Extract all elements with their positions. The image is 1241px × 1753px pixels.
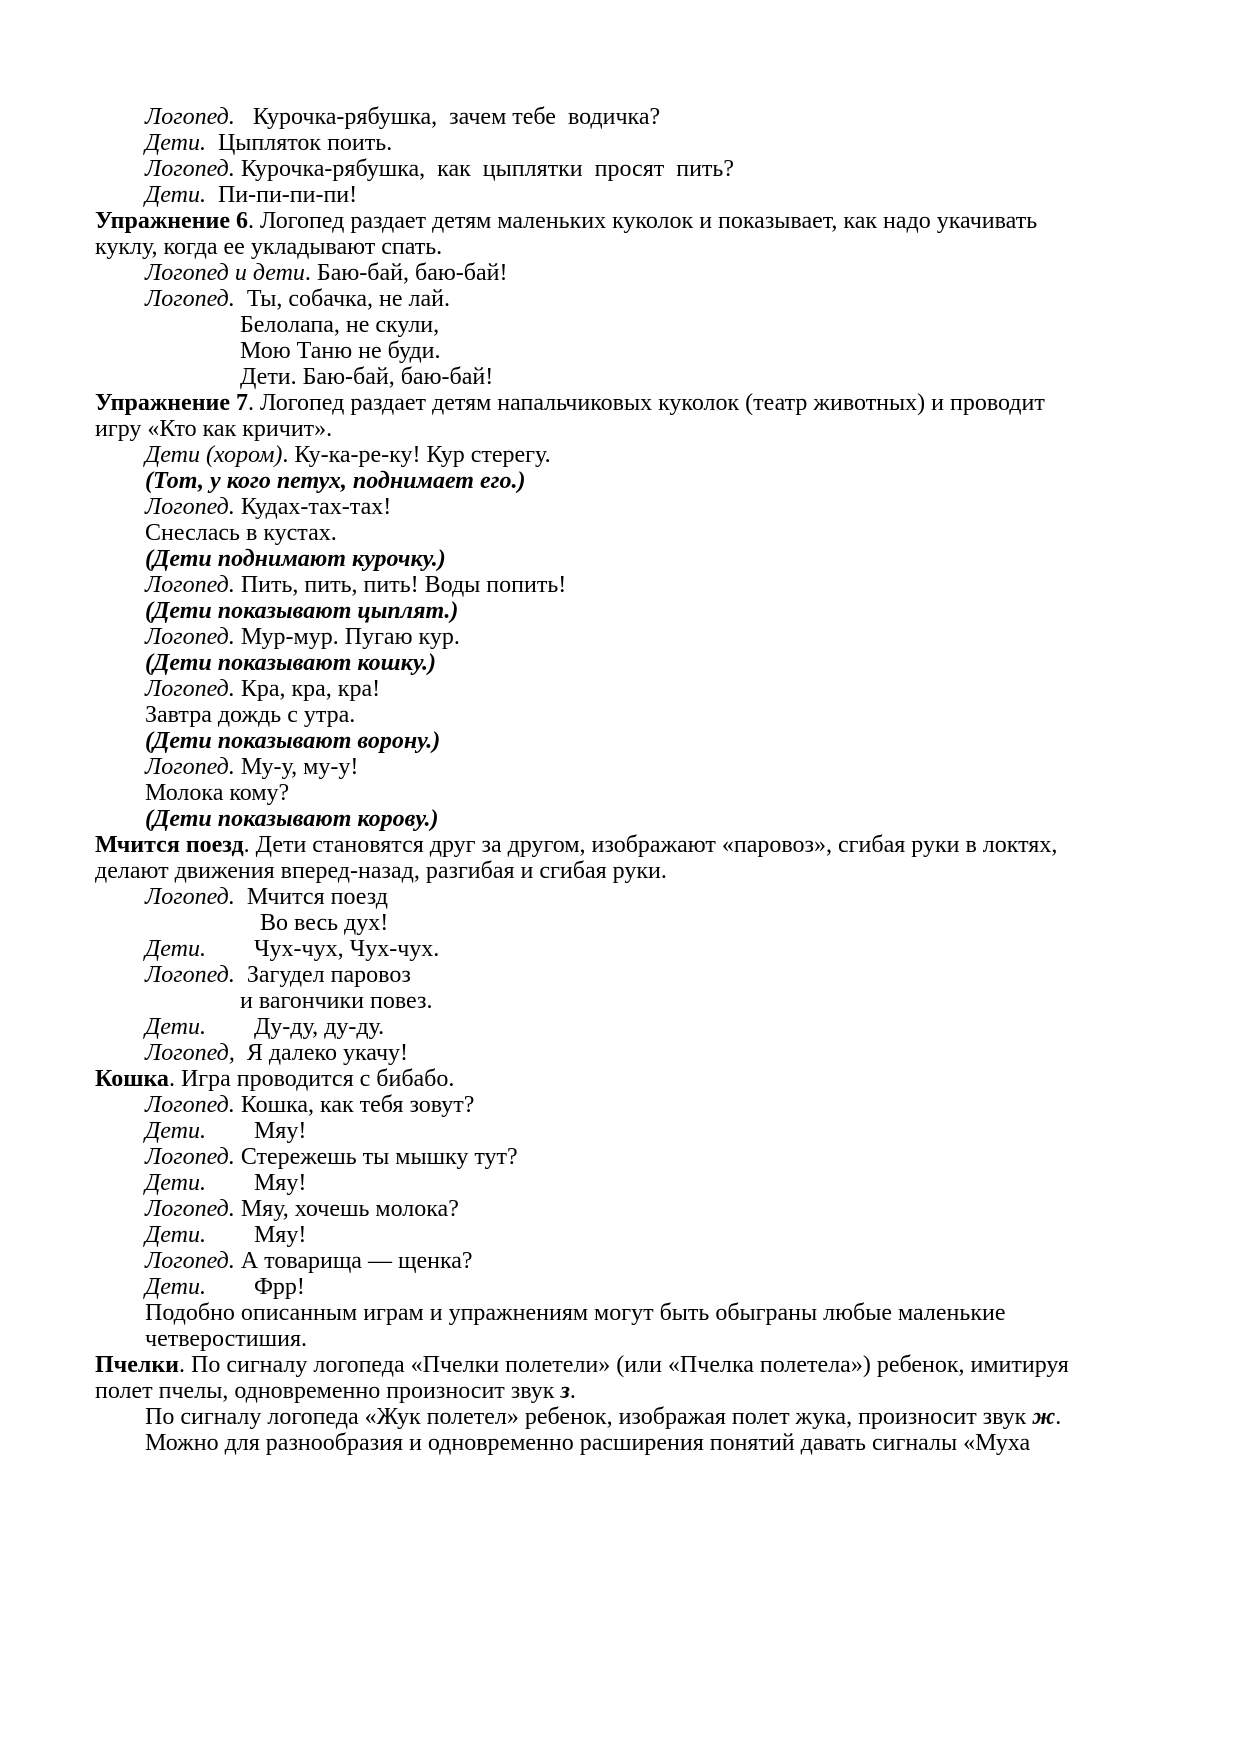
text-line [145,884,1205,910]
text-line [145,676,1205,702]
text-line [95,390,1205,416]
text-segment: ж [1032,1404,1056,1430]
text-segment: полет пчелы, одновременно произносит звук [95,1378,561,1404]
text-line [145,624,1205,650]
text-segment: . Игра проводится с бибабо. [168,1066,455,1092]
text-segment: . Логопед раздает детям маленьких куколок и показывает, как надо укачивать [248,208,1038,234]
text-segment: Дети. [145,1274,206,1300]
text-line [145,468,1205,494]
text-line [145,1144,1205,1170]
text-segment: Кра, кра, кра! [234,676,381,702]
text-segment: Логопед, [145,1040,235,1066]
text-segment: игру «Кто как кричит». [95,416,333,442]
text-segment: Стережешь ты мышку тут? [234,1144,518,1170]
text-line [260,910,1205,936]
text-segment: Кошка [95,1066,169,1092]
text-segment: делают движения вперед-назад, разгибая и сгибая руки. [95,858,667,884]
text-segment: Упражнение 7 [95,390,249,416]
text-segment: Дети. [145,1118,206,1144]
text-segment: (Дети показывают цыплят.) [145,598,459,624]
text-line [145,1170,1205,1196]
text-segment: Логопед. [145,1092,235,1118]
text-segment: Чух-чух, Чух-чух. [205,936,440,962]
text-segment: четверостишия. [145,1326,307,1352]
text-line [145,1300,1205,1326]
text-line [145,780,1205,806]
text-segment: Логопед. [145,624,235,650]
text-segment: Логопед. [145,1248,235,1274]
text-line [240,312,1205,338]
text-segment: Фрр! [205,1274,305,1300]
text-segment: Ты, собачка, не лай. [234,286,450,312]
text-segment: . [569,1378,576,1404]
text-line [145,650,1205,676]
text-line [145,130,1205,156]
text-segment: Дети. Баю-бай, баю-бай! [240,364,494,390]
text-segment: Завтра дождь с утра. [145,702,356,728]
text-segment: Логопед. [145,286,235,312]
text-segment: (Дети показывают ворону.) [145,728,441,754]
text-segment: (Дети поднимают курочку.) [145,546,446,572]
text-segment: Дети. [145,1014,206,1040]
text-line [145,936,1205,962]
text-line [95,1066,1205,1092]
text-segment: Логопед. [145,962,235,988]
text-line [95,858,1205,884]
text-line [145,1404,1205,1430]
text-segment: Молока кому? [145,780,290,806]
text-segment: Логопед. [145,1196,235,1222]
text-segment: Логопед. [145,1144,235,1170]
text-line [145,1092,1205,1118]
text-segment: Можно для разнообразия и одновременно расширения понятий давать сигналы «Муха [145,1430,1031,1456]
text-line [145,806,1205,832]
text-segment: и вагончики повез. [240,988,433,1014]
text-segment: Дети. [145,1170,206,1196]
text-segment: А товарища — щенка? [234,1248,473,1274]
text-segment: з [560,1378,570,1404]
text-segment: Белолапа, не скули, [240,312,440,338]
text-line [95,1378,1205,1404]
text-line [145,182,1205,208]
text-line [145,260,1205,286]
text-line [145,520,1205,546]
text-segment: Упражнение 6 [95,208,249,234]
text-line [145,286,1205,312]
text-line [145,1274,1205,1300]
text-segment: Дети (хором) [145,442,283,468]
text-line [145,494,1205,520]
text-segment: Дети. [145,1222,206,1248]
text-segment: куклу, когда ее укладывают спать. [95,234,443,260]
text-segment: Дети. [145,182,206,208]
text-segment: (Дети показывают корову.) [145,806,439,832]
text-line [145,702,1205,728]
text-segment: (Дети показывают кошку.) [145,650,436,676]
text-line [145,572,1205,598]
text-line [145,104,1205,130]
text-segment: . [1055,1404,1062,1430]
text-segment: Загудел паровоз [234,962,411,988]
text-segment: Я далеко укачу! [234,1040,409,1066]
text-segment: Мяу! [205,1170,307,1196]
text-segment: Мчится поезд [95,832,244,858]
text-segment: Логопед. [145,676,235,702]
text-segment: Пчелки [95,1352,179,1378]
text-segment: Подобно описанным играм и упражнениям могут быть обыграны любые маленькие [145,1300,1006,1326]
text-segment: Курочка-рябушка, зачем тебе водичка? [234,104,661,130]
text-segment: Во весь дух! [260,910,389,936]
text-segment: Мяу, хочешь молока? [234,1196,459,1222]
text-line [145,1248,1205,1274]
text-line [145,962,1205,988]
text-content [95,104,1205,1456]
text-line [95,832,1205,858]
text-segment: Цыпляток поить. [205,130,393,156]
text-line [240,338,1205,364]
text-line [145,728,1205,754]
text-segment: Мур-мур. Пугаю кур. [234,624,460,650]
text-segment: Кудах-тах-тах! [234,494,392,520]
text-line [145,1014,1205,1040]
text-segment: Логопед. [145,572,235,598]
text-segment: Снеслась в кустах. [145,520,337,546]
text-segment: Логопед. [145,884,235,910]
text-line [145,442,1205,468]
text-line [145,1196,1205,1222]
text-line [145,754,1205,780]
text-segment: Логопед. [145,104,235,130]
text-line [145,1118,1205,1144]
text-line [95,1352,1205,1378]
text-line [95,416,1205,442]
text-segment: Мою Таню не буди. [240,338,441,364]
text-segment: Пи-пи-пи-пи! [205,182,358,208]
text-line [145,1222,1205,1248]
text-line [145,1326,1205,1352]
text-line [240,364,1205,390]
text-line [95,208,1205,234]
text-segment: (Тот, у кого петух, поднимает его.) [145,468,526,494]
text-segment: Пить, пить, пить! Воды попить! [234,572,567,598]
text-segment: Мяу! [205,1118,307,1144]
text-segment: . По сигналу логопеда «Пчелки полетели» (или «Пчелка полетела») ребенок, имитируя [178,1352,1069,1378]
text-segment: Мяу! [205,1222,307,1248]
text-segment: Кошка, как тебя зовут? [234,1092,475,1118]
text-segment: Ду-ду, ду-ду. [205,1014,385,1040]
text-segment: Мчится поезд [234,884,388,910]
text-segment: Дети. [145,130,206,156]
text-line [145,1430,1205,1456]
text-segment: . Баю-бай, баю-бай! [304,260,508,286]
text-segment: . Логопед раздает детям напальчиковых куколок (театр животных) и проводит [248,390,1045,416]
text-line [145,1040,1205,1066]
text-line [240,988,1205,1014]
text-segment: . Ку-ка-ре-ку! Кур стерегу. [282,442,551,468]
text-segment: . Дети становятся друг за другом, изображают «паровоз», сгибая руки в локтях, [243,832,1058,858]
text-line [145,156,1205,182]
text-segment: Курочка-рябушка, как цыплятки просят пить? [234,156,734,182]
text-segment: Му-у, му-у! [234,754,359,780]
text-line [145,598,1205,624]
text-segment: Логопед и дети [145,260,305,286]
text-segment: Логопед. [145,754,235,780]
text-segment: Логопед. [145,494,235,520]
text-line [145,546,1205,572]
text-line [95,234,1205,260]
text-segment: Логопед. [145,156,235,182]
text-segment: Дети. [145,936,206,962]
text-segment: По сигналу логопеда «Жук полетел» ребенок, изображая полет жука, произносит звук [145,1404,1033,1430]
